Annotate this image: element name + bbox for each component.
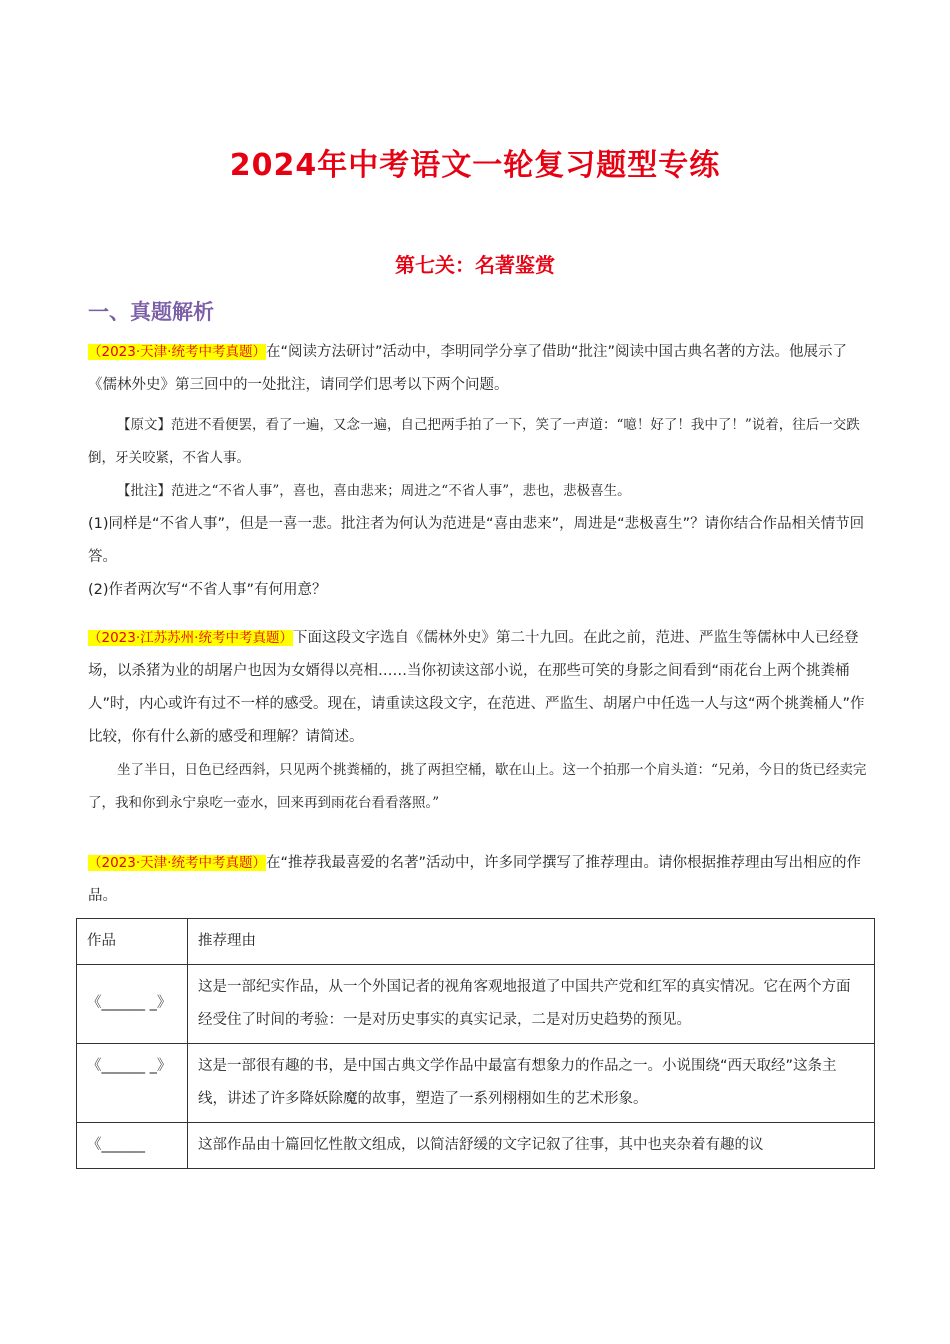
question-1 [88,336,870,607]
reason-cell: 这是一部纪实作品，从一个外国记者的视角客观地报道了中国共产党和红军的真实情况。它在两个方面经受住了时间的考验：一是对历史事实的真实记录，二是对历史趋势的预见。 [188,965,875,1044]
question-2-intro-text: 下面这段文字选自《儒林外史》第二十九回。在此之前，范进、严监生等儒林中人已经登场，以杀猪为业的胡屠户也因为女婿得以亮相……当你初读这部小说，在那些可笑的身影之间看到“雨花台上两个挑粪桶人”时，内心或许有过不一样的感受。现在，请重读这段文字，在范进、严监生、胡屠户中任选一人与这“两个挑粪桶人”作比较，你有什么新的感受和理解？请简述。 [88,630,865,745]
source-tag: （2023·江苏苏州·统考中考真题） [88,630,293,646]
reason-cell: 这部作品由十篇回忆性散文组成，以简洁舒缓的文字记叙了往事，其中也夹杂着有趣的议 [188,1123,875,1169]
question-2 [88,622,870,820]
table-row [77,965,875,1044]
question-1-part-2: (2)作者两次写“不省人事”有何用意？ [88,582,327,598]
question-2-intro [88,622,870,754]
question-1-intro-text: 在“阅读方法研讨”活动中，李明同学分享了借助“批注”阅读中国古典名著的方法。他展示了《儒林外史》第三回中的一处批注，请同学们思考以下两个问题。 [88,344,847,393]
work-blank[interactable]: 《______ [77,1123,188,1169]
source-tag: （2023·天津·统考中考真题） [88,855,266,871]
question-1-intro [88,336,870,402]
table-row [77,1044,875,1123]
reason-cell: 这是一部很有趣的书，是中国古典文学作品中最富有想象力的作品之一。小说围绕“西天取经”这条主线，讲述了许多降妖除魔的故事，塑造了一系列栩栩如生的艺术形象。 [188,1044,875,1123]
annotation-text: 【批注】范进之“不省人事”，喜也，喜由悲来；周进之“不省人事”，悲也，悲极喜生。 [117,483,631,499]
question-3-intro-text: 在“推荐我最喜爱的名著”活动中，许多同学撰写了推荐理由。请你根据推荐理由写出相应的作品。 [88,855,861,904]
work-blank[interactable]: 《______ _》 [77,965,188,1044]
document-subtitle: 第七关：名著鉴赏 [395,253,555,277]
excerpt-text: 坐了半日，日色已经西斜，只见两个挑粪桶的，挑了两担空桶，歇在山上。这一个拍那一个肩头道：“兄弟，今日的货已经卖完了，我和你到永宁泉吃一壶水，回来再到雨花台看看落照。” [88,762,867,811]
document-title: 2024年中考语文一轮复习题型专练 [229,148,721,183]
source-tag: （2023·天津·统考中考真题） [88,344,266,360]
section-heading: 一、真题解析 [88,300,214,324]
header-work: 作品 [77,919,188,965]
table-header-row [77,919,875,965]
table-row [77,1123,875,1169]
question-1-part-1: (1)同样是“不省人事”，但是一喜一悲。批注者为何认为范进是“喜由悲来”，周进是“悲极喜生”？请你结合作品相关情节回答。 [88,516,865,565]
question-3 [88,847,870,913]
work-blank[interactable]: 《______ _》 [77,1044,188,1123]
original-text: 【原文】范进不看便罢，看了一遍，又念一遍，自己把两手拍了一下，笑了一声道：“噫！好了！我中了！”说着，往后一交跌倒，牙关咬紧，不省人事。 [88,417,860,466]
header-reason: 推荐理由 [188,919,875,965]
recommendation-table [76,918,875,1169]
question-3-intro [88,847,870,913]
